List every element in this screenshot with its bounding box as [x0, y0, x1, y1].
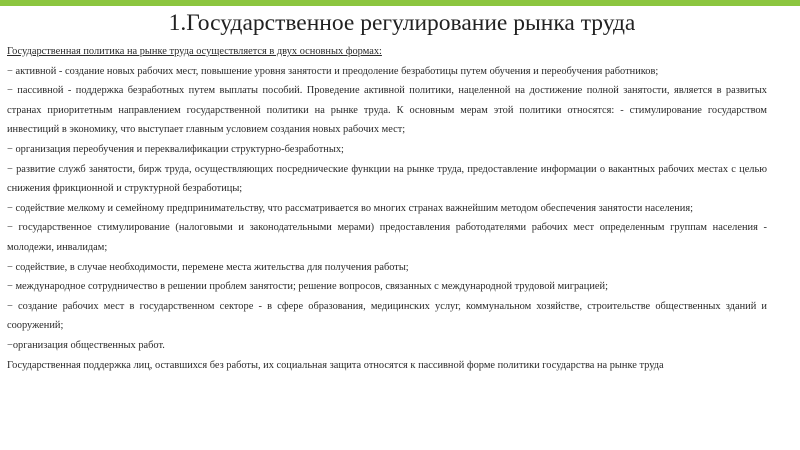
passive-form-item: − пассивной - поддержка безработных путем выплаты пособий. Проведение активной политики, нацеленной на достижение полной занятости, является в развитых странах приоритетным направлением государственной политики на рынке труда. К основным мерам этой политики относятся: - стимулирование государством инвестиций в экономику, что выступает главным условием создания новых рабочих мест;	[7, 85, 767, 136]
active-form-item: − активной - создание новых рабочих мест, повышение уровня занятости и преодоление безработицы путем обучения и переобучения работников;	[7, 65, 659, 77]
slide	[0, 6, 800, 450]
intro-paragraph: Государственная политика на рынке труда осуществляется в двух основных формах:	[7, 46, 382, 57]
state-incentives-item: − государственное стимулирование (налоговыми и законодательными мерами) предоставления работодателями рабочих мест определенным группам населения - молодежи, инвалидам;	[7, 222, 767, 253]
small-business-item: − содействие мелкому и семейному предпринимательству, что рассматривается во многих странах важнейшим методом обеспечения занятости населения;	[7, 202, 694, 214]
slide-title: 1.Государственное регулирование рынка труда	[168, 10, 636, 36]
international-cooperation-item: − международное сотрудничество в решении проблем занятости; решение вопросов, связанных с международной трудовой миграцией;	[7, 281, 608, 293]
employment-services-item: − развитие служб занятости, бирж труда, осуществляющих посреднические функции на рынке труда, предоставление информации о вакантных рабочих местах с целью снижения фрикционной и структурной безработицы;	[7, 163, 767, 195]
public-works-item: −организация общественных работ.	[7, 339, 165, 351]
retraining-item: − организация переобучения и переквалификации структурно-безработных;	[7, 143, 344, 155]
relocation-item: − содействие, в случае необходимости, перемене места жительства для получения работы;	[7, 261, 409, 273]
slide-body	[7, 42, 767, 375]
public-sector-jobs-item: − создание рабочих мест в государственном секторе - в сфере образования, медицинских услуг, коммунальном хозяйстве, строительстве общественных зданий и сооружений;	[7, 300, 767, 332]
closing-paragraph: Государственная поддержка лиц, оставшихся без работы, их социальная защита относятся к пассивной форме политики государства на рынке труда	[7, 359, 664, 371]
